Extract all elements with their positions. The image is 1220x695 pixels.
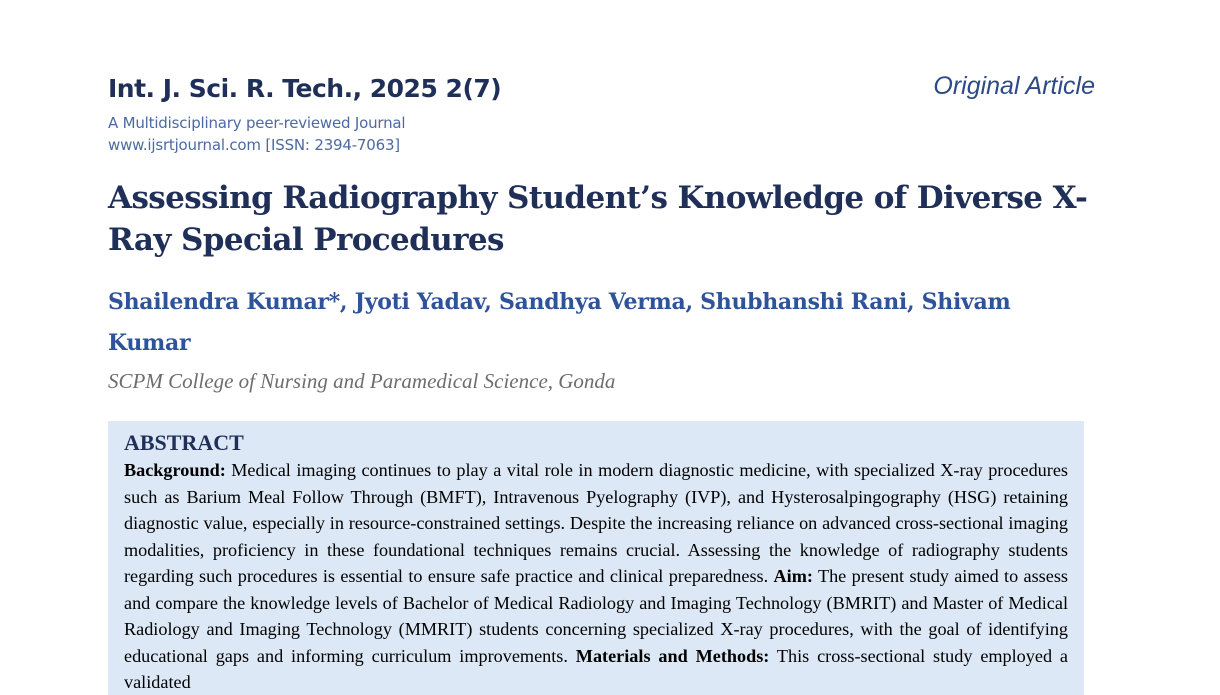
abstract-background-text: Medical imaging continues to play a vital role in modern diagnostic medicine, with specialized X-ray procedures such as Barium Meal Follow Through (BMFT), Intravenous Pyelography (IVP), and Hysterosalpingography (HSG) retaining diagnostic value, especially in resource-constrained settings. Despite the increasing reliance on advanced cross-sectional imaging modalities, proficiency in these foundational techniques remains crucial. Assessing the knowledge of radiography students regarding such procedures is essential to ensure safe practice and clinical preparedness. bbox=[124, 460, 1068, 586]
abstract-aim-label: Aim: bbox=[773, 566, 813, 586]
abstract-box bbox=[108, 421, 1084, 695]
journal-subtitle: A Multidisciplinary peer-reviewed Journal bbox=[108, 114, 406, 132]
journal-title: Int. J. Sci. R. Tech., 2025 2(7) bbox=[108, 74, 502, 103]
abstract-body bbox=[124, 457, 1068, 695]
abstract-methods-text: This cross-sectional study employed a validated bbox=[124, 645, 1068, 692]
author-affiliation: SCPM College of Nursing and Paramedical Science, Gonda bbox=[108, 369, 616, 393]
abstract-background-label: Background: bbox=[124, 460, 226, 480]
author-list: Shailendra Kumar*, Jyoti Yadav, Sandhya Verma, Shubhanshi Rani, Shivam Kumar bbox=[108, 289, 1011, 356]
abstract-aim-text: The present study aimed to assess and compare the knowledge levels of Bachelor of Medical Radiology and Imaging Technology (BMRIT) and Master of Medical Radiology and Imaging Technology (MMRIT) students concerning specialized X-ray procedures, with the goal of identifying educational gaps and informing curriculum improvements. bbox=[124, 566, 1068, 666]
article-type-label: Original Article bbox=[933, 72, 1095, 100]
abstract-methods-label: Materials and Methods: bbox=[575, 645, 770, 666]
article-title: Assessing Radiography Student’s Knowledge of Diverse X-Ray Special Procedures bbox=[108, 180, 1088, 258]
abstract-heading: ABSTRACT bbox=[124, 430, 244, 455]
journal-website[interactable]: www.ijsrtjournal.com [ISSN: 2394-7063] bbox=[108, 136, 400, 154]
